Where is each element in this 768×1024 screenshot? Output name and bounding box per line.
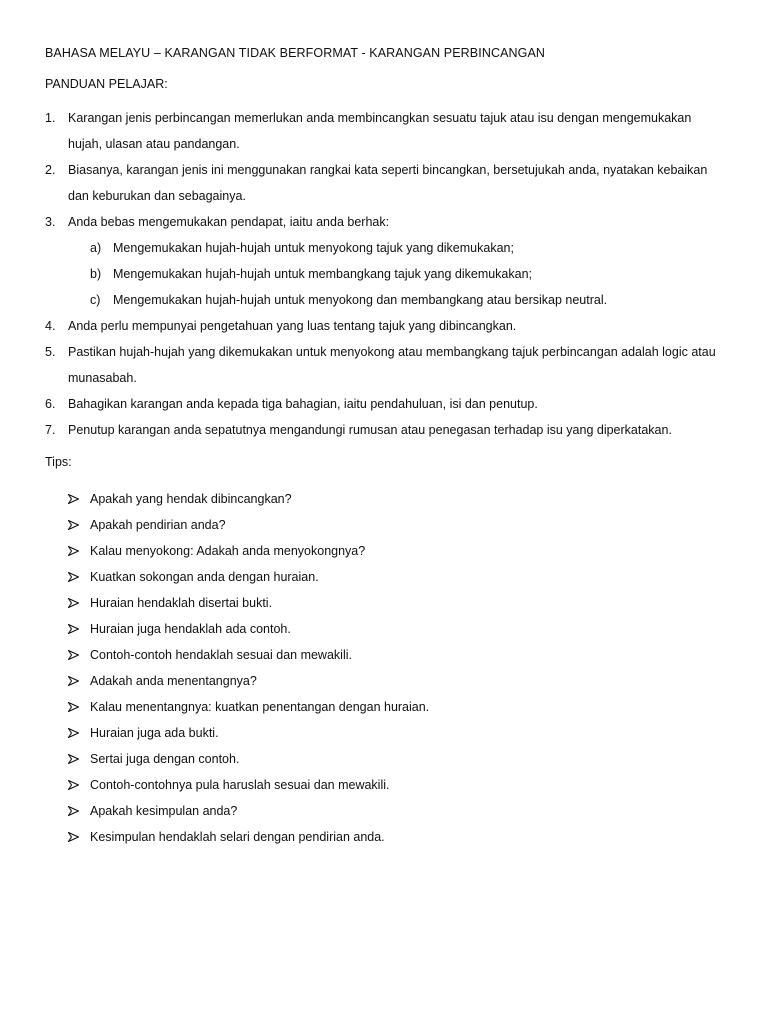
item-text: Anda perlu mempunyai pengetahuan yang luas tentang tajuk yang dibincangkan.: [68, 319, 517, 333]
list-item: [45, 157, 735, 209]
tip-text: Adakah anda menentangnya?: [90, 674, 257, 688]
tip-item: [68, 564, 429, 590]
arrow-bullet-icon: [68, 702, 79, 712]
item-text: Pastikan hujah-hujah yang dikemukakan untuk menyokong atau membangkang tajuk perbincangan adalah logic atau: [68, 345, 716, 359]
item-text: Biasanya, karangan jenis ini menggunakan rangkai kata seperti bincangkan, bersetujukah anda, nyatakan kebaikan: [68, 163, 708, 177]
sub-list-item: [68, 261, 735, 287]
item-text: Bahagikan karangan anda kepada tiga bahagian, iaitu pendahuluan, isi dan penutup.: [68, 397, 538, 411]
tip-text: Kalau menentangnya: kuatkan penentangan dengan huraian.: [90, 700, 430, 714]
sub-list: [68, 235, 735, 313]
arrow-bullet-icon: [68, 780, 79, 790]
arrow-bullet-icon: [68, 546, 79, 556]
item-number: 1.: [45, 111, 56, 125]
item-number: 4.: [45, 319, 56, 333]
guide-list: [45, 105, 735, 443]
sub-list-item: [68, 287, 735, 313]
document-title: BAHASA MELAYU – KARANGAN TIDAK BERFORMAT - KARANGAN PERBINCANGAN: [45, 46, 546, 60]
document-subtitle: PANDUAN PELAJAR:: [45, 77, 168, 91]
tip-item: [68, 590, 429, 616]
tip-text: Apakah kesimpulan anda?: [90, 804, 238, 818]
tip-item: [68, 772, 429, 798]
tip-text: Sertai juga dengan contoh.: [90, 752, 240, 766]
list-item: [45, 105, 735, 157]
tip-item: [68, 668, 429, 694]
tip-text: Contoh-contohnya pula haruslah sesuai dan mewakili.: [90, 778, 390, 792]
tip-text: Huraian hendaklah disertai bukti.: [90, 596, 273, 610]
tip-text: Contoh-contoh hendaklah sesuai dan mewakili.: [90, 648, 352, 662]
item-text: Penutup karangan anda sepatutnya mengandungi rumusan atau penegasan terhadap isu yang diperkatakan.: [68, 423, 672, 437]
tip-text: Kesimpulan hendaklah selari dengan pendirian anda.: [90, 830, 385, 844]
arrow-bullet-icon: [68, 832, 79, 842]
arrow-bullet-icon: [68, 676, 79, 686]
item-text: hujah, ulasan atau pandangan.: [68, 137, 240, 151]
tip-text: Huraian juga ada bukti.: [90, 726, 219, 740]
arrow-bullet-icon: [68, 624, 79, 634]
arrow-bullet-icon: [68, 806, 79, 816]
arrow-bullet-icon: [68, 754, 79, 764]
sub-item-text: Mengemukakan hujah-hujah untuk membangkang tajuk yang dikemukakan;: [113, 267, 533, 281]
tips-list: [68, 486, 429, 850]
sub-item-text: Mengemukakan hujah-hujah untuk menyokong tajuk yang dikemukakan;: [113, 241, 514, 255]
tip-item: [68, 538, 429, 564]
arrow-bullet-icon: [68, 520, 79, 530]
item-number: 2.: [45, 163, 56, 177]
sub-item-label: a): [90, 241, 102, 255]
tip-item: [68, 616, 429, 642]
tip-text: Kalau menyokong: Adakah anda menyokongnya?: [90, 544, 366, 558]
sub-item-label: c): [90, 293, 101, 307]
item-number: 6.: [45, 397, 56, 411]
item-number: 3.: [45, 215, 56, 229]
sub-item-label: b): [90, 267, 102, 281]
tip-text: Apakah yang hendak dibincangkan?: [90, 492, 292, 506]
arrow-bullet-icon: [68, 728, 79, 738]
tip-text: Kuatkan sokongan anda dengan huraian.: [90, 570, 319, 584]
tip-item: [68, 486, 429, 512]
tip-item: [68, 824, 429, 850]
list-item: [45, 391, 735, 417]
arrow-bullet-icon: [68, 494, 79, 504]
item-number: 7.: [45, 423, 56, 437]
item-text: munasabah.: [68, 371, 137, 385]
item-text: Karangan jenis perbincangan memerlukan anda membincangkan sesuatu tajuk atau isu dengan mengemukakan: [68, 111, 692, 125]
list-item: [45, 339, 735, 391]
item-text: Anda bebas mengemukakan pendapat, iaitu anda berhak:: [68, 215, 390, 229]
tip-text: Huraian juga hendaklah ada contoh.: [90, 622, 291, 636]
tip-item: [68, 512, 429, 538]
tip-item: [68, 746, 429, 772]
tip-text: Apakah pendirian anda?: [90, 518, 226, 532]
arrow-bullet-icon: [68, 572, 79, 582]
tip-item: [68, 694, 429, 720]
item-text: dan keburukan dan sebagainya.: [68, 189, 246, 203]
arrow-bullet-icon: [68, 598, 79, 608]
tip-item: [68, 798, 429, 824]
list-item: [45, 209, 735, 313]
tips-label: Tips:: [45, 455, 72, 469]
sub-item-text: Mengemukakan hujah-hujah untuk menyokong dan membangkang atau bersikap neutral.: [113, 293, 608, 307]
tip-item: [68, 642, 429, 668]
list-item: [45, 313, 735, 339]
list-item: [45, 417, 735, 443]
item-number: 5.: [45, 345, 56, 359]
sub-list-item: [68, 235, 735, 261]
arrow-bullet-icon: [68, 650, 79, 660]
tip-item: [68, 720, 429, 746]
